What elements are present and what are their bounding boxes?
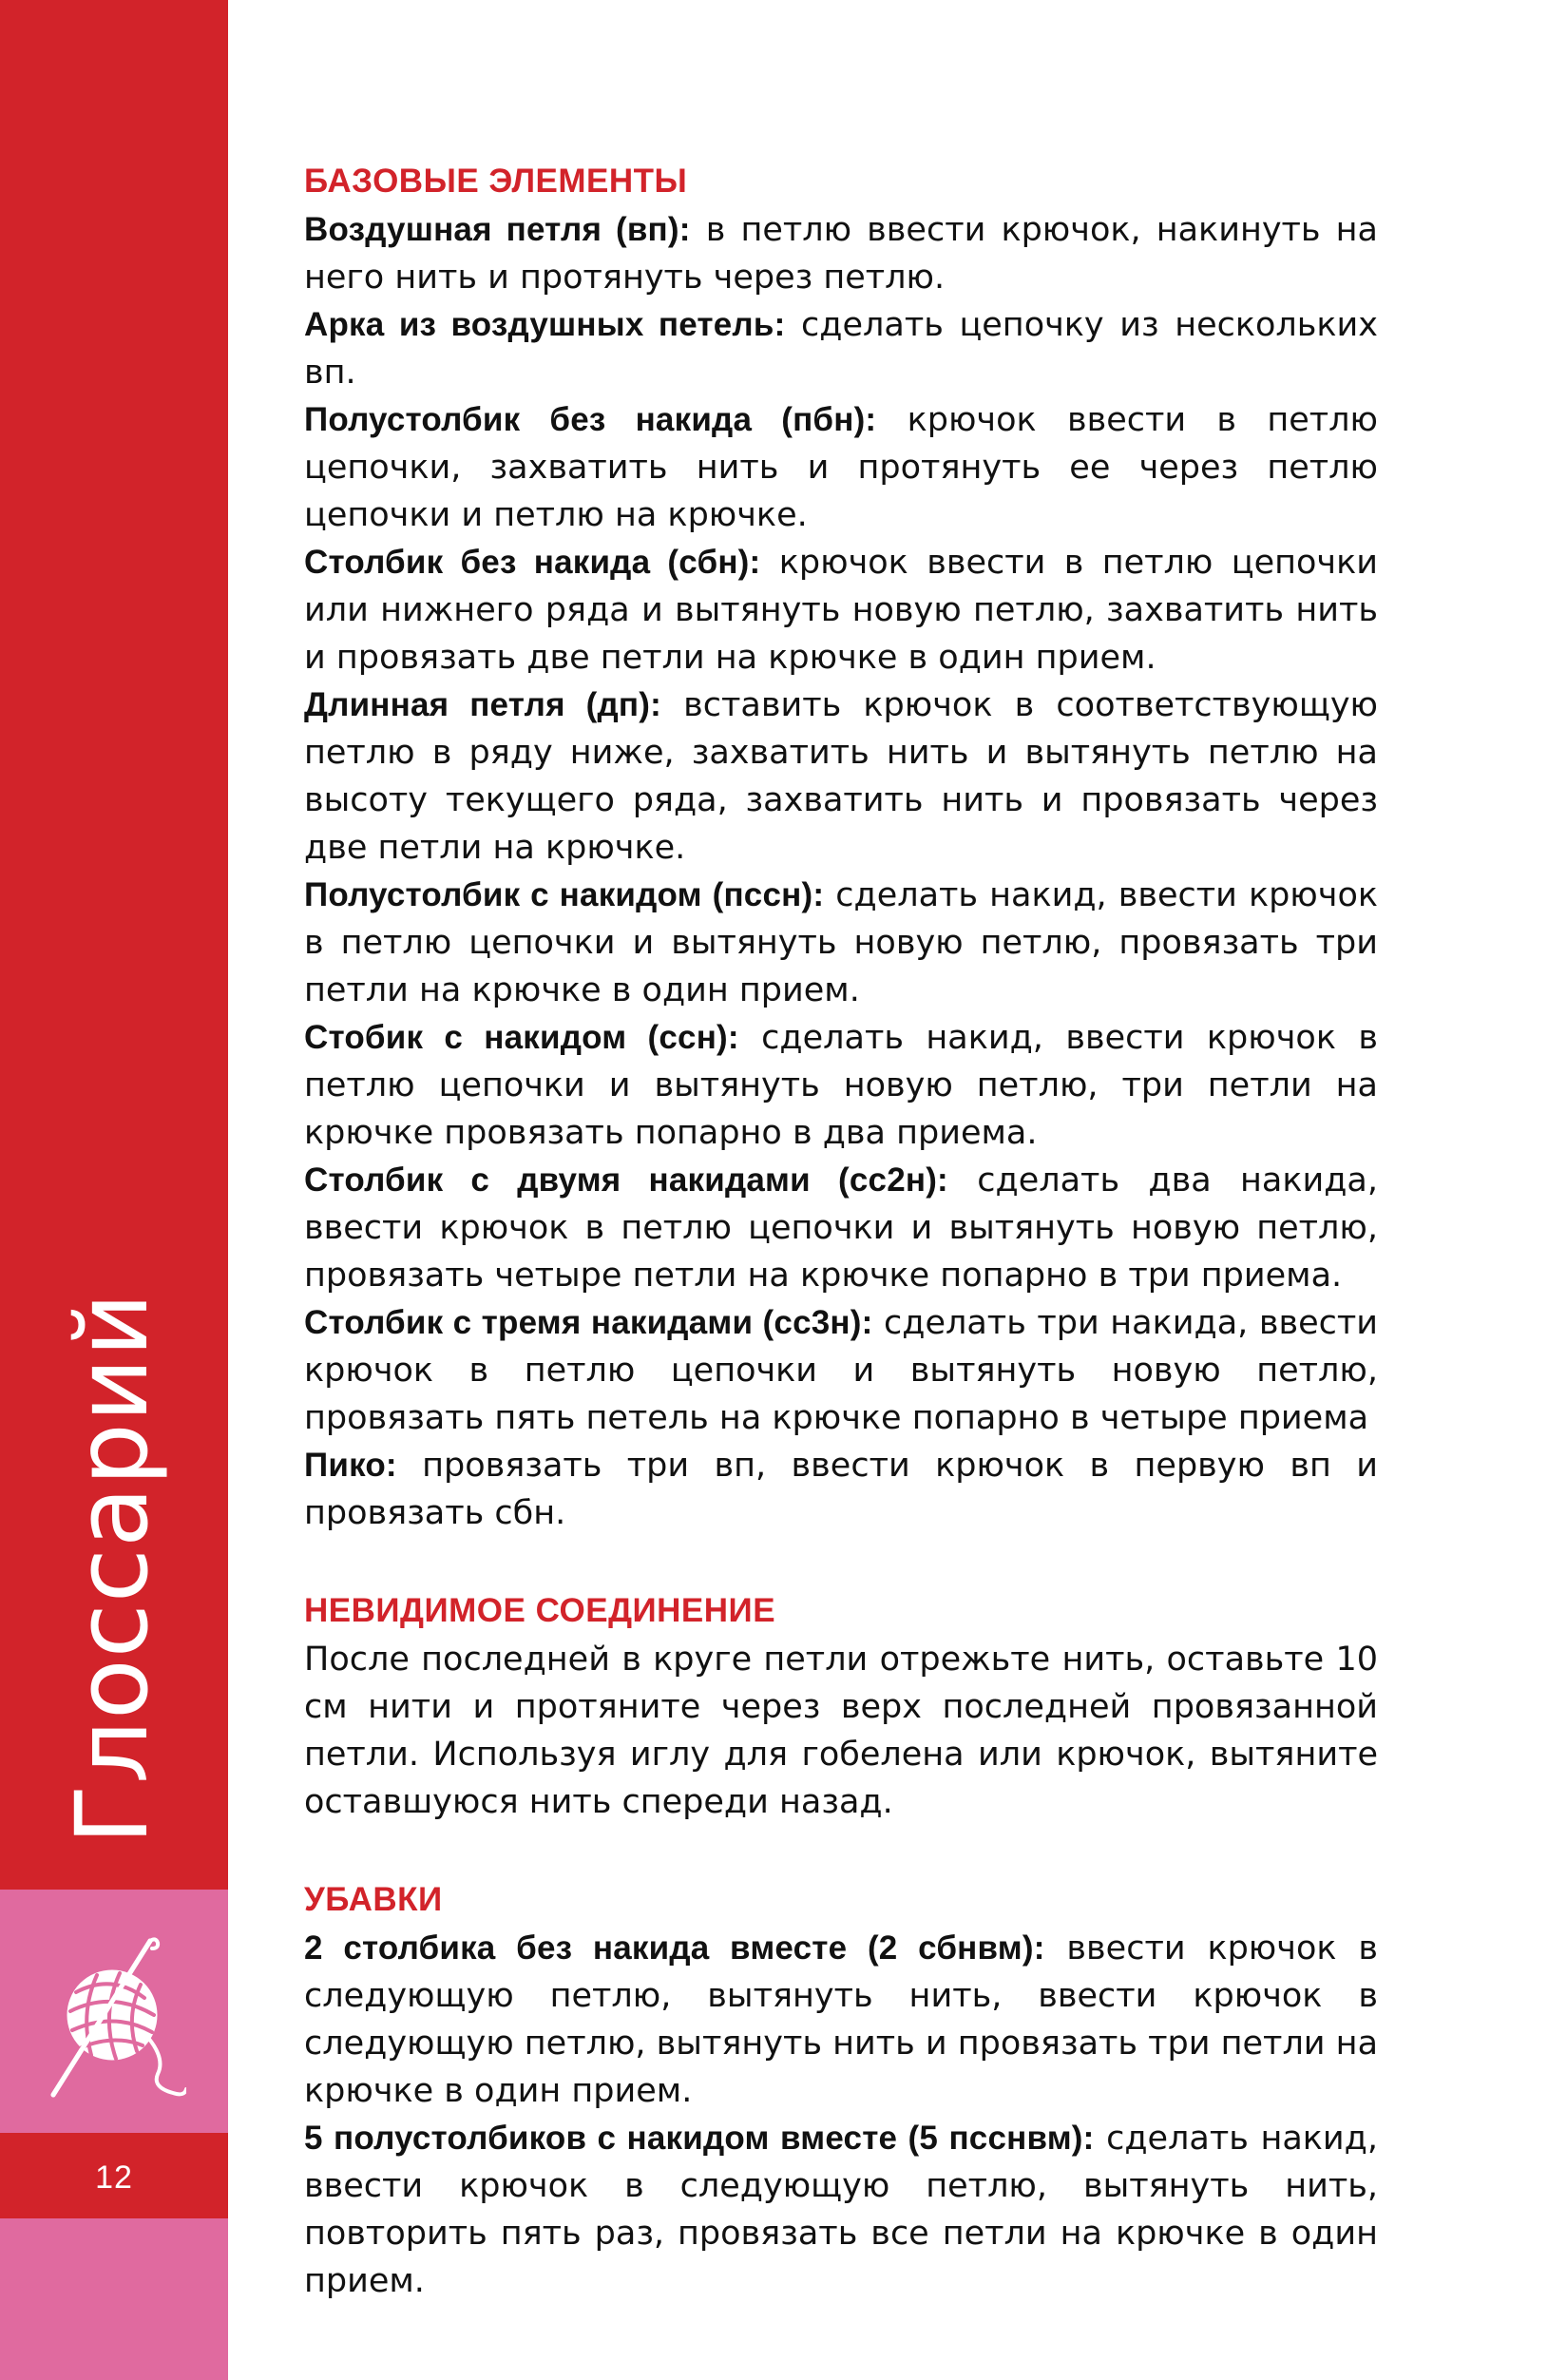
heading-invisible-join: НЕВИДИМОЕ СОЕДИНЕНИЕ [304, 1592, 776, 1629]
glossary-entry [304, 1925, 1378, 2115]
section-title: Глоссарий [54, 1292, 170, 1845]
glossary-entry [304, 301, 1378, 396]
glossary-paragraph [304, 1636, 1378, 1826]
entry-term: Арка из воздушных петель: [304, 306, 786, 343]
page-number: 12 [95, 2159, 133, 2196]
glossary-entry [304, 539, 1378, 681]
entry-definition: крючок ввести в петлю цепочки, захватить нить и протянуть ее через петлю цепочки и петлю на крючке. [304, 401, 1378, 534]
entry-definition: сделать накид, ввести крючок в петлю цепочки и вытянуть новую петлю, три петли на крючке провязать попарно в два приема. [304, 1019, 1378, 1152]
sidebar [0, 0, 228, 2380]
entry-definition: После последней в круге петли отрежьте нить, оставьте 10 см нити и протяните через верх последней провязанной петли. Используя иглу для гобелена или крючок, вытяните оставшуюся нить спереди назад. [304, 1641, 1378, 1821]
heading-basic-elements: БАЗОВЫЕ ЭЛЕМЕНТЫ [304, 163, 688, 200]
glossary-entry [304, 1442, 1378, 1537]
entry-definition: сделать три накида, ввести крючок в петлю цепочки и вытянуть новую петлю, провязать пять петель на крючке попарно в четыре приема [304, 1304, 1378, 1437]
glossary-entry [304, 1157, 1378, 1299]
glossary-entry [304, 872, 1378, 1014]
entry-term: Пико: [304, 1447, 397, 1484]
entry-term: Стобик с накидом (ссн): [304, 1019, 739, 1056]
entry-definition: сделать накид, ввести крючок в петлю цепочки и вытянуть новую петлю, провязать три петли на крючке в один прием. [304, 876, 1378, 1009]
entry-term: Столбик с двумя накидами (сс2н): [304, 1161, 948, 1199]
entry-term: Столбик без накида (сбн): [304, 544, 761, 581]
glossary-content [304, 157, 1378, 2305]
entry-definition: вставить крючок в соответствующую петлю в ряду ниже, захватить нить и вытянуть петлю на высоту текущего ряда, захватить нить и провязать через две петли на крючке. [304, 686, 1378, 867]
entry-definition: ввести крючок в следующую петлю, вытянуть нить, ввести крючок в следующую петлю, вытянуть нить и провязать три петли на крючке в один прием. [304, 1929, 1379, 2110]
entry-definition: в петлю ввести крючок, накинуть на него нить и протянуть через петлю. [304, 211, 1378, 297]
glossary-entry [304, 2115, 1378, 2305]
glossary-entry [304, 206, 1378, 301]
entry-term: 5 полустолбиков с накидом вместе (5 псснвм): [304, 2120, 1095, 2157]
entry-term: Воздушная петля (вп): [304, 211, 691, 248]
entry-term: Полустолбик с накидом (пссн): [304, 876, 825, 913]
entry-term: 2 столбика без накида вместе (2 сбнвм): [304, 1929, 1045, 1967]
entry-term: Столбик с тремя накидами (сс3н): [304, 1304, 873, 1341]
entry-definition: провязать три вп, ввести крючок в первую вп и провязать сбн. [304, 1447, 1378, 1532]
glossary-entry [304, 1014, 1378, 1157]
entry-definition: крючок ввести в петлю цепочки или нижнего ряда и вытянуть новую петлю, захватить нить и провязать две петли на крючке в один прием. [304, 544, 1378, 677]
sidebar-bottom-band [0, 2218, 228, 2380]
entry-term: Полустолбик без накида (пбн): [304, 401, 877, 438]
entry-definition: сделать цепочку из нескольких вп. [304, 306, 1379, 392]
glossary-entry [304, 396, 1378, 539]
entry-definition: сделать накид, ввести крючок в следующую петлю, вытянуть нить, повторить пять раз, провязать все петли на крючке в один прием. [304, 2120, 1378, 2300]
yarn-ball-with-hook-icon [44, 1931, 186, 2102]
heading-decreases: УБАВКИ [304, 1881, 443, 1918]
glossary-entry [304, 1299, 1378, 1442]
entry-definition: сделать два накида, ввести крючок в петлю цепочки и вытянуть новую петлю, провязать четыре петли на крючке попарно в три приема. [304, 1161, 1379, 1295]
entry-term: Длинная петля (дп): [304, 686, 661, 723]
glossary-entry [304, 681, 1378, 872]
